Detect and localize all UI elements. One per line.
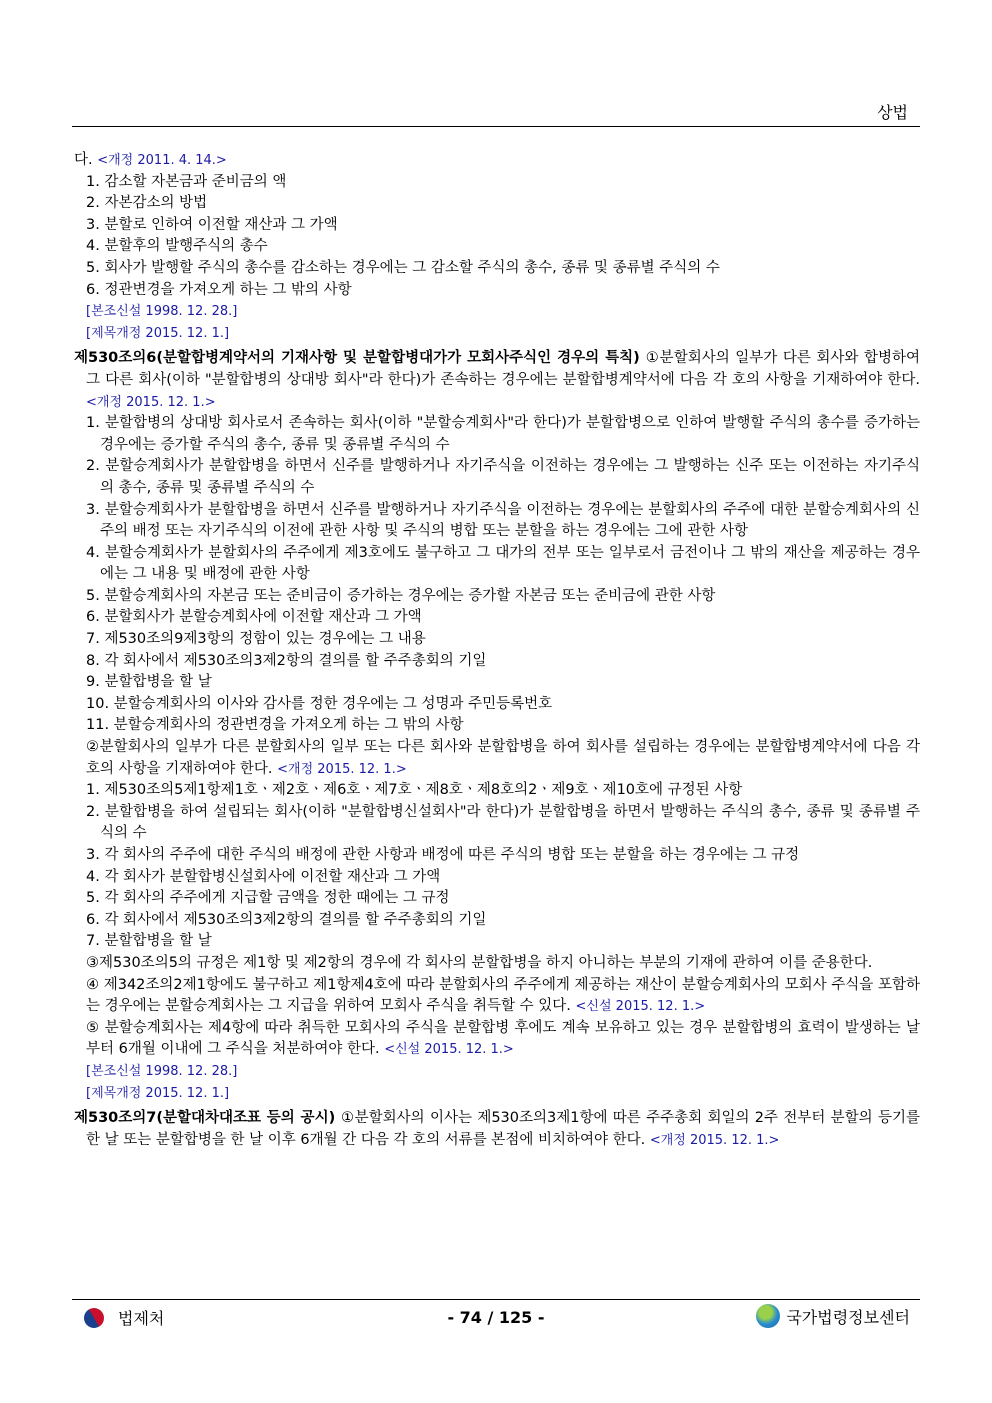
line-text: 1. 감소할 자본금과 준비금의 액 xyxy=(86,173,287,190)
line-text: 3. 분할로 인하여 이전할 재산과 그 가액 xyxy=(86,216,338,233)
text-line xyxy=(74,413,920,456)
line-text: ①분할회사의 일부가 다른 회사와 합병하여 그 다른 회사(이하 "분할합병의 상대방 회사"라 한다)가 존속하는 경우에는 분할합병계약서에 다음 각 호의 사항을 기재하여야 한다. xyxy=(86,350,920,388)
line-text: ③제530조의5의 규정은 제1항 및 제2항의 경우에 각 회사의 분할합병을 하지 아니하는 부분의 기재에 관하여 이를 준용한다. xyxy=(86,954,873,971)
amendment-note: <개정 2015. 12. 1.> xyxy=(277,761,407,777)
line-text: ⑤ 분할승계회사는 제4항에 따라 취득한 모회사의 주식을 분할합병 후에도 계속 보유하고 있는 경우 분할합병의 효력이 발생하는 날부터 6개월 이내에 그 주식을 처분하여야 한다. xyxy=(86,1019,920,1058)
line-text: 10. 분할승계회사의 이사와 감사를 정한 경우에는 그 성명과 주민등록번호 xyxy=(86,695,553,712)
page-footer xyxy=(72,1304,920,1332)
line-text: 5. 각 회사의 주주에게 지급할 금액을 정한 때에는 그 규정 xyxy=(86,890,450,907)
line-text: ②분할회사의 일부가 다른 분할회사의 일부 또는 다른 회사와 분할합병을 하여 회사를 설립하는 경우에는 분할합병계약서에 다음 각 호의 사항을 기재하여야 한다. xyxy=(86,739,920,777)
amendment-note: <신설 2015. 12. 1.> xyxy=(575,999,706,1015)
footer-divider xyxy=(72,1299,920,1300)
line-text: 4. 분할후의 발행주식의 총수 xyxy=(86,238,268,255)
line-text: 4. 분할승계회사가 분할회사의 주주에게 제3호에도 불구하고 그 대가의 전부 또는 일부로서 금전이나 그 밖의 재산을 제공하는 경우에는 그 내용 및 배정에 관한 사항 xyxy=(86,544,920,583)
text-line xyxy=(74,301,920,323)
page-number: - 74 / 125 - xyxy=(447,1308,545,1327)
footer-org-label: 법제처 xyxy=(118,1309,165,1328)
line-text: 3. 분할승계회사가 분할합병을 하면서 신주를 발행하거나 자기주식을 이전하는 경우에는 분할회사의 주주에 대한 분할승계회사의 신주의 배정 또는 자기주식의 이전에 관한 사항 및 주식의 병합 또는 분할을 하는 경우에는 그에 관한 사항 xyxy=(86,501,920,540)
article-heading: 제530조의7(분할대차대조표 등의 공시) xyxy=(74,1110,341,1127)
text-line xyxy=(74,737,920,780)
revision-note: [본조신설 1998. 12. 28.] xyxy=(86,1063,238,1079)
text-line xyxy=(74,1083,920,1105)
article-paragraph xyxy=(74,348,920,413)
article-heading: 제530조의6(분할합병계약서의 기재사항 및 분할합병대가가 모회사주식인 경우의 특칙) xyxy=(74,350,646,367)
line-text: 다. xyxy=(74,152,98,168)
text-line xyxy=(74,586,920,608)
text-line xyxy=(74,215,920,237)
line-text: 4. 각 회사가 분할합병신설회사에 이전할 재산과 그 가액 xyxy=(86,868,441,885)
text-line xyxy=(74,931,920,953)
text-line xyxy=(74,193,920,215)
footer-right xyxy=(756,1304,910,1328)
line-text: 6. 분할회사가 분할승계회사에 이전할 재산과 그 가액 xyxy=(86,609,422,626)
text-line xyxy=(74,1061,920,1083)
revision-note: [본조신설 1998. 12. 28.] xyxy=(86,304,238,320)
text-line xyxy=(74,975,920,1018)
text-line xyxy=(74,258,920,280)
text-line xyxy=(74,543,920,586)
text-line xyxy=(74,953,920,975)
document-body xyxy=(74,150,920,1151)
line-text: ④ 제342조의2제1항에도 불구하고 제1항제4호에 따라 분할회사의 주주에게 제공하는 재산이 분할승계회사의 모회사 주식을 포함하는 경우에는 분할승계회사는 그 지급을 위하여 모회사 주식을 취득할 수 있다. xyxy=(86,976,920,1015)
text-line xyxy=(74,500,920,543)
text-line xyxy=(74,888,920,910)
text-line xyxy=(74,236,920,258)
article-paragraph xyxy=(74,1108,920,1151)
revision-note: [제목개정 2015. 12. 1.] xyxy=(86,325,230,341)
revision-note: [제목개정 2015. 12. 1.] xyxy=(86,1085,230,1101)
line-text: 2. 분할승계회사가 분할합병을 하면서 신주를 발행하거나 자기주식을 이전하는 경우에는 그 발행하는 신주 또는 이전하는 자기주식의 총수, 종류 및 종류별 주식의 수 xyxy=(86,458,920,496)
text-line xyxy=(74,172,920,194)
document-title: 상법 xyxy=(877,103,908,122)
line-text: 5. 분할승계회사의 자본금 또는 준비금이 증가하는 경우에는 증가할 자본금 또는 준비금에 관한 사항 xyxy=(86,587,716,604)
line-text: ①분할회사의 이사는 제530조의3제1항에 따른 주주총회 회일의 2주 전부터 분할의 등기를 한 날 또는 분할합병을 한 날 이후 6개월 간 다음 각 호의 서류를 본점에 비치하여야 한다. xyxy=(86,1110,920,1148)
amendment-note: <신설 2015. 12. 1.> xyxy=(384,1042,514,1058)
line-text: 9. 분할합병을 할 날 xyxy=(86,674,212,691)
text-line xyxy=(74,694,920,716)
line-text: 1. 분할합병의 상대방 회사로서 존속하는 회사(이하 "분할승계회사"라 한다)가 분할합병으로 인하여 발행할 주식의 총수를 증가하는 경우에는 증가할 주식의 총수, 종류 및 종류별 주식의 수 xyxy=(86,415,920,453)
amendment-note: <개정 2011. 4. 14.> xyxy=(97,153,227,168)
text-line xyxy=(74,456,920,499)
line-text: 2. 분할합병을 하여 설립되는 회사(이하 "분할합병신설회사"라 한다)가 분할합병을 하면서 발행하는 주식의 총수, 종류 및 종류별 주식의 수 xyxy=(86,803,920,842)
text-line xyxy=(74,672,920,694)
law-center-logo-icon xyxy=(756,1304,780,1328)
line-text: 2. 자본감소의 방법 xyxy=(86,195,208,212)
text-line xyxy=(74,280,920,302)
text-line xyxy=(74,651,920,673)
line-text: 11. 분할승계회사의 정관변경을 가져오게 하는 그 밖의 사항 xyxy=(86,717,464,734)
text-line xyxy=(74,1018,920,1061)
text-line xyxy=(74,629,920,651)
amendment-note: <개정 2015. 12. 1.> xyxy=(86,394,216,410)
header-divider xyxy=(72,126,920,127)
line-text: 7. 분할합병을 할 날 xyxy=(86,933,212,950)
footer-center-label: 국가법령정보센터 xyxy=(786,1307,910,1327)
text-line xyxy=(74,867,920,889)
line-text: 6. 정관변경을 가져오게 하는 그 밖의 사항 xyxy=(86,281,352,298)
text-line xyxy=(74,845,920,867)
line-text: 6. 각 회사에서 제530조의3제2항의 결의를 할 주주총회의 기일 xyxy=(86,911,487,928)
line-text: 7. 제530조의9제3항의 정함이 있는 경우에는 그 내용 xyxy=(86,631,426,648)
text-line xyxy=(74,802,920,845)
line-text: 5. 회사가 발행할 주식의 총수를 감소하는 경우에는 그 감소할 주식의 총수, 종류 및 종류별 주식의 수 xyxy=(86,259,720,276)
amendment-note: <개정 2015. 12. 1.> xyxy=(649,1132,780,1148)
text-line xyxy=(74,150,920,172)
text-line xyxy=(74,780,920,802)
text-line xyxy=(74,607,920,629)
line-text: 1. 제530조의5제1항제1호ㆍ제2호ㆍ제6호ㆍ제7호ㆍ제8호ㆍ제8호의2ㆍ제9호ㆍ제10호에 규정된 사항 xyxy=(86,782,743,799)
line-text: 8. 각 회사에서 제530조의3제2항의 결의를 할 주주총회의 기일 xyxy=(86,652,487,669)
text-line xyxy=(74,323,920,345)
text-line xyxy=(74,715,920,737)
text-line xyxy=(74,910,920,932)
line-text: 3. 각 회사의 주주에 대한 주식의 배정에 관한 사항과 배정에 따른 주식의 병합 또는 분할을 하는 경우에는 그 규정 xyxy=(86,847,800,863)
